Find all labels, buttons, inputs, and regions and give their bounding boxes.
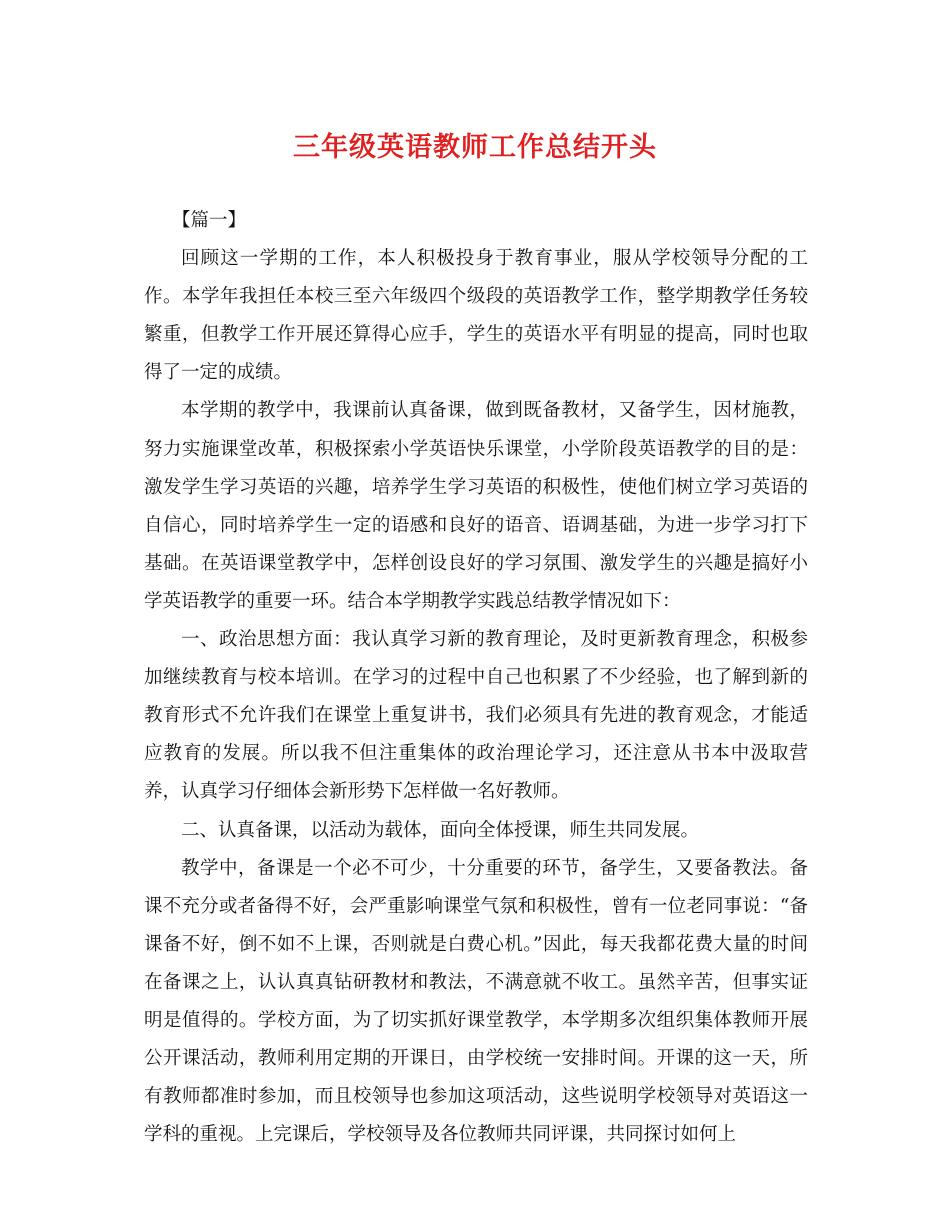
section-label: 【篇一】 <box>172 210 247 231</box>
document-title: 三年级英语教师工作总结开头 <box>293 132 657 163</box>
paragraph-3: 一、政治思想方面：我认真学习新的教育理论，及时更新教育理念，积极参加继续教育与校本培训。在学习的过程中自己也积累了不少经验，也了解到新的教育形式不允许我们在课堂上重复讲书，我们必须具有先进的教育观念，才能适应教育的发展。所以我不但注重集体的政治理论学习，还注意从书本中汲取营养，认真学习仔细体会新形势下怎样做一名好教师。 <box>144 629 808 803</box>
paragraph-4: 二、认真备课，以活动为载体，面向全体授课，师生共同发展。 <box>181 819 700 841</box>
document-body <box>144 202 808 1154</box>
paragraph-5: 教学中，备课是一个必不可少，十分重要的环节，备学生，又要备教法。备课不充分或者备得不好，会严重影响课堂气氛和积极性，曾有一位老同事说：“备课备不好，倒不如不上课，否则就是白费心机。”因此，每天我都花费大量的时间在备课之上，认认真真钻研教材和教法，不满意就不收工。虽然辛苦，但事实证明是值得的。学校方面，为了切实抓好课堂教学，本学期多次组织集体教师开展公开课活动，教师利用定期的开课日，由学校统一安排时间。开课的这一天，所有教师都准时参加，而且校领导也参加这项活动，这些说明学校领导对英语这一学科的重视。上完课后，学校领导及各位教师共同评课，共同探讨如何上 <box>144 857 808 1146</box>
paragraph-2: 本学期的教学中，我课前认真备课，做到既备教材，又备学生，因材施教，努力实施课堂改革，积极探索小学英语快乐课堂，小学阶段英语教学的目的是：激发学生学习英语的兴趣，培养学生学习英语的积极性，使他们树立学习英语的自信心，同时培养学生一定的语感和良好的语音、语调基础，为进一步学习打下基础。在英语课堂教学中，怎样创设良好的学习氛围、激发学生的兴趣是搞好小学英语教学的重要一环。结合本学期教学实践总结教学情况如下： <box>144 400 808 612</box>
paragraph-1: 回顾这一学期的工作，本人积极投身于教育事业，服从学校领导分配的工作。本学年我担任本校三至六年级四个级段的英语教学工作，整学期教学任务较繁重，但教学工作开展还算得心应手，学生的英语水平有明显的提高，同时也取得了一定的成绩。 <box>144 248 808 384</box>
